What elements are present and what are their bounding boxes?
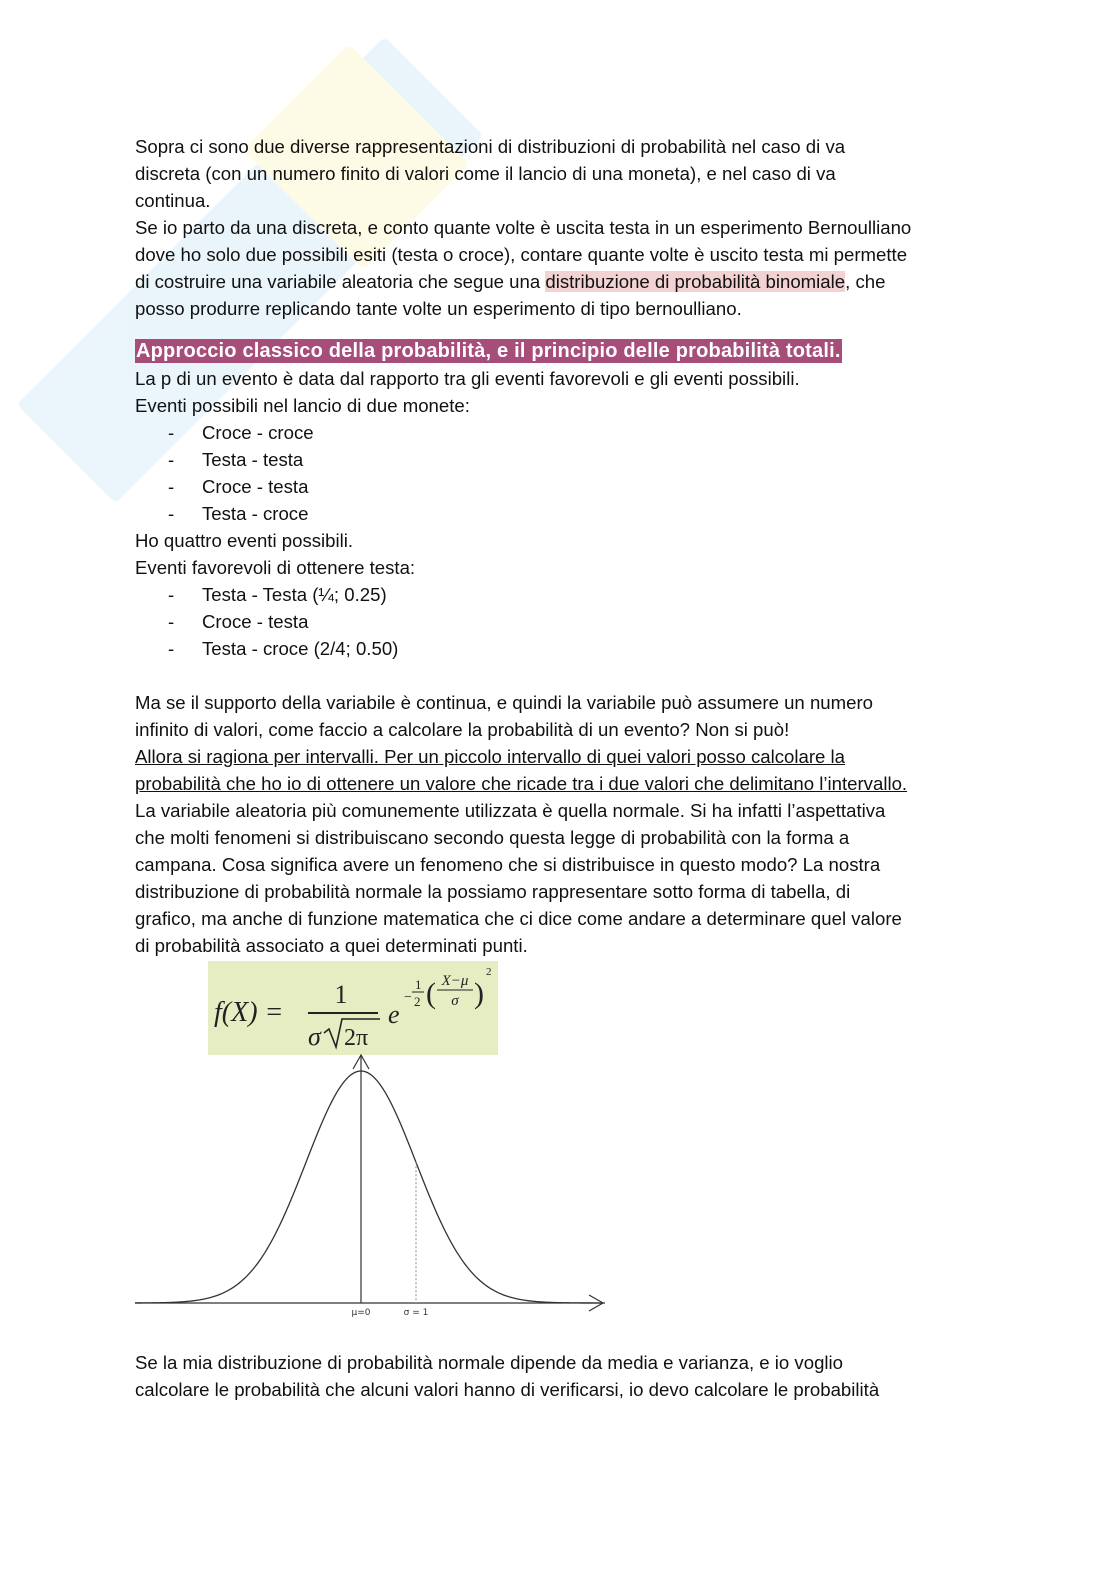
section-heading: Approccio classico della probabilità, e il principio delle probabilità totali. bbox=[136, 340, 841, 362]
paragraph-line: di probabilità associato a quei determinati punti. bbox=[135, 935, 528, 956]
normal-distribution-figure bbox=[135, 961, 609, 1347]
bell-curve bbox=[135, 1071, 605, 1303]
bell-curve-graph bbox=[135, 1051, 609, 1347]
bullet-dash: - bbox=[168, 422, 175, 443]
possible-events-list bbox=[135, 419, 1005, 527]
formula-numerator: 1 bbox=[334, 980, 348, 1009]
paragraph-line: continua. bbox=[135, 190, 211, 211]
list-item-text: Croce - testa bbox=[202, 611, 309, 632]
paragraph-line: calcolare le probabilità che alcuni valori hanno di verificarsi, io devo calcolare le probabilità bbox=[135, 1379, 880, 1400]
paragraph-line: posso produrre replicando tante volte un esperimento di tipo bernoulliano. bbox=[135, 298, 742, 319]
list-item-text: Croce - croce bbox=[202, 422, 314, 443]
bullet-dash: - bbox=[168, 638, 175, 659]
paragraph-line: Sopra ci sono due diverse rappresentazioni di distribuzioni di probabilità nel caso di va bbox=[135, 136, 846, 157]
list-item-text: Testa - testa bbox=[202, 449, 304, 470]
paragraph-line: distribuzione di probabilità normale la possiamo rappresentare sotto forma di tabella, di bbox=[135, 881, 851, 902]
formula-box bbox=[208, 961, 498, 1055]
list-item bbox=[135, 608, 1005, 635]
exponent-coef-den: 2 bbox=[414, 994, 421, 1009]
formula-svg bbox=[208, 961, 498, 1055]
text-run: , che bbox=[845, 271, 886, 292]
underlined-line: probabilità che ho io di ottenere un valore che ricade tra i due valori che delimitano l’intervallo. bbox=[135, 773, 908, 794]
underlined-line: Allora si ragiona per intervalli. Per un piccolo intervallo di quei valori posso calcolare la bbox=[135, 746, 846, 767]
paragraph-line: Se la mia distribuzione di probabilità normale dipende da media e varianza, e io voglio bbox=[135, 1352, 844, 1373]
exponent-frac-num: X−μ bbox=[441, 973, 469, 989]
formula-sqrt-content: 2π bbox=[344, 1025, 369, 1051]
favorable-events-list bbox=[135, 581, 1005, 662]
formula-lhs: f(X) = bbox=[214, 997, 284, 1028]
highlighted-text: distribuzione di probabilità binomiale bbox=[545, 271, 846, 292]
bullet-dash: - bbox=[168, 584, 175, 605]
bullet-dash: - bbox=[168, 476, 175, 497]
paragraph-line: campana. Cosa significa avere un fenomeno che si distribuisce in questo modo? La nostra bbox=[135, 854, 881, 875]
spacer bbox=[135, 662, 1005, 689]
exponent-left-paren: ( bbox=[426, 977, 436, 1010]
paragraph-line: Ho quattro eventi possibili. bbox=[135, 530, 354, 551]
exponent-power: 2 bbox=[486, 966, 492, 978]
list-item bbox=[135, 419, 1005, 446]
list-item-text: Testa - croce (2/4; 0.50) bbox=[202, 638, 399, 659]
paragraph-line: Eventi possibili nel lancio di due monete: bbox=[135, 395, 470, 416]
list-item bbox=[135, 581, 1005, 608]
mu-label: μ=0 bbox=[351, 1308, 371, 1318]
paragraph-line: Se io parto da una discreta, e conto quante volte è uscita testa in un esperimento Bernoulliano bbox=[135, 217, 912, 238]
paragraph-line: che molti fenomeni si distribuiscano secondo questa legge di probabilità con la forma a bbox=[135, 827, 850, 848]
list-item-text: Testa - croce bbox=[202, 503, 309, 524]
sigma-label: σ = 1 bbox=[403, 1308, 429, 1318]
list-item bbox=[135, 473, 1005, 500]
exponent-right-paren: ) bbox=[474, 977, 484, 1010]
exponent-frac-den: σ bbox=[451, 993, 459, 1009]
bullet-dash: - bbox=[168, 503, 175, 524]
list-item-text: Testa - Testa (¼; 0.25) bbox=[202, 584, 387, 605]
text-run: di costruire una variabile aleatoria che segue una bbox=[135, 271, 546, 292]
document-page bbox=[135, 133, 1005, 1403]
bullet-dash: - bbox=[168, 611, 175, 632]
list-item-text: Croce - testa bbox=[202, 476, 309, 497]
paragraph-line: grafico, ma anche di funzione matematica che ci dice come andare a determinare quel valore bbox=[135, 908, 902, 929]
exponent-minus: − bbox=[404, 990, 412, 1005]
exponent-coef-num: 1 bbox=[415, 977, 422, 992]
paragraph-line: La variabile aleatoria più comunemente utilizzata è quella normale. Si ha infatti l’aspettativa bbox=[135, 800, 886, 821]
section-heading-block bbox=[135, 337, 1005, 365]
paragraph-line bbox=[135, 268, 1005, 295]
bullet-dash: - bbox=[168, 449, 175, 470]
list-item bbox=[135, 635, 1005, 662]
formula-e: e bbox=[388, 1000, 400, 1029]
list-item bbox=[135, 446, 1005, 473]
paragraph-line: infinito di valori, come faccio a calcolare la probabilità di un evento? Non si può! bbox=[135, 719, 790, 740]
paragraph-line: dove ho solo due possibili esiti (testa o croce), contare quante volte è uscito testa mi permette bbox=[135, 244, 908, 265]
paragraph-line: Eventi favorevoli di ottenere testa: bbox=[135, 557, 416, 578]
paragraph-line: Ma se il supporto della variabile è continua, e quindi la variabile può assumere un numero bbox=[135, 692, 873, 713]
paragraph-line: La p di un evento è data dal rapporto tra gli eventi favorevoli e gli eventi possibili. bbox=[135, 368, 800, 389]
paragraph-line: discreta (con un numero finito di valori come il lancio di una moneta), e nel caso di va bbox=[135, 163, 836, 184]
list-item bbox=[135, 500, 1005, 527]
formula-sigma: σ bbox=[308, 1022, 321, 1051]
